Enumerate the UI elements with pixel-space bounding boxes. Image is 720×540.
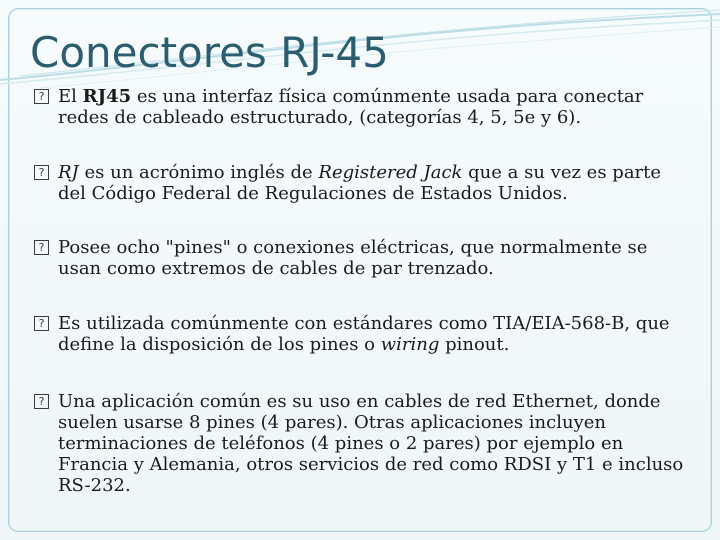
bullet-text: es una interfaz física comúnmente usada para conectar redes de cableado estructurado, (categorías 4, 5, 5e y 6). bbox=[58, 86, 644, 128]
bullet-marker-icon: ? bbox=[34, 240, 49, 255]
bullet-text: El bbox=[58, 86, 83, 107]
bullet-item bbox=[34, 391, 684, 496]
bullet-marker-icon: ? bbox=[34, 394, 49, 409]
bullet-item bbox=[34, 313, 684, 355]
bullet-text: Una aplicación común es su uso en cables de red Ethernet, donde suelen usarse 8 pines (4 pares). Otras aplicaciones incluyen terminaciones de teléfonos (4 pines o 2 pares) por ejemplo en Francia y Alemania, otros servicios de red como RDSI y T1 e incluso RS-232. bbox=[58, 391, 684, 496]
bullet-text-italic: Registered Jack bbox=[318, 162, 463, 183]
bullet-marker-icon: ? bbox=[34, 316, 49, 331]
bullet-text-italic: wiring bbox=[380, 334, 440, 355]
bullet-item bbox=[34, 162, 684, 204]
bullet-marker-icon: ? bbox=[34, 89, 49, 104]
bullet-marker-icon: ? bbox=[34, 165, 49, 180]
bullet-text: Es utilizada comúnmente con estándares como TIA/EIA-568-B, que define la disposición de los pines o bbox=[58, 313, 670, 355]
bullet-item bbox=[34, 237, 684, 279]
slide-title: Conectores RJ-45 bbox=[30, 28, 389, 77]
bullet-text-bold: RJ45 bbox=[82, 86, 132, 107]
bullet-list bbox=[34, 86, 684, 496]
bullet-text: que a su vez es parte del Código Federal de Regulaciones de Estados Unidos. bbox=[58, 162, 662, 204]
bullet-text: pinout. bbox=[439, 334, 510, 355]
bullet-text-italic: RJ bbox=[58, 162, 79, 183]
bullet-text: es un acrónimo inglés de bbox=[78, 162, 319, 183]
bullet-text: Posee ocho "pines" o conexiones eléctricas, que normalmente se usan como extremos de cables de par trenzado. bbox=[58, 237, 648, 279]
bullet-item bbox=[34, 86, 684, 128]
